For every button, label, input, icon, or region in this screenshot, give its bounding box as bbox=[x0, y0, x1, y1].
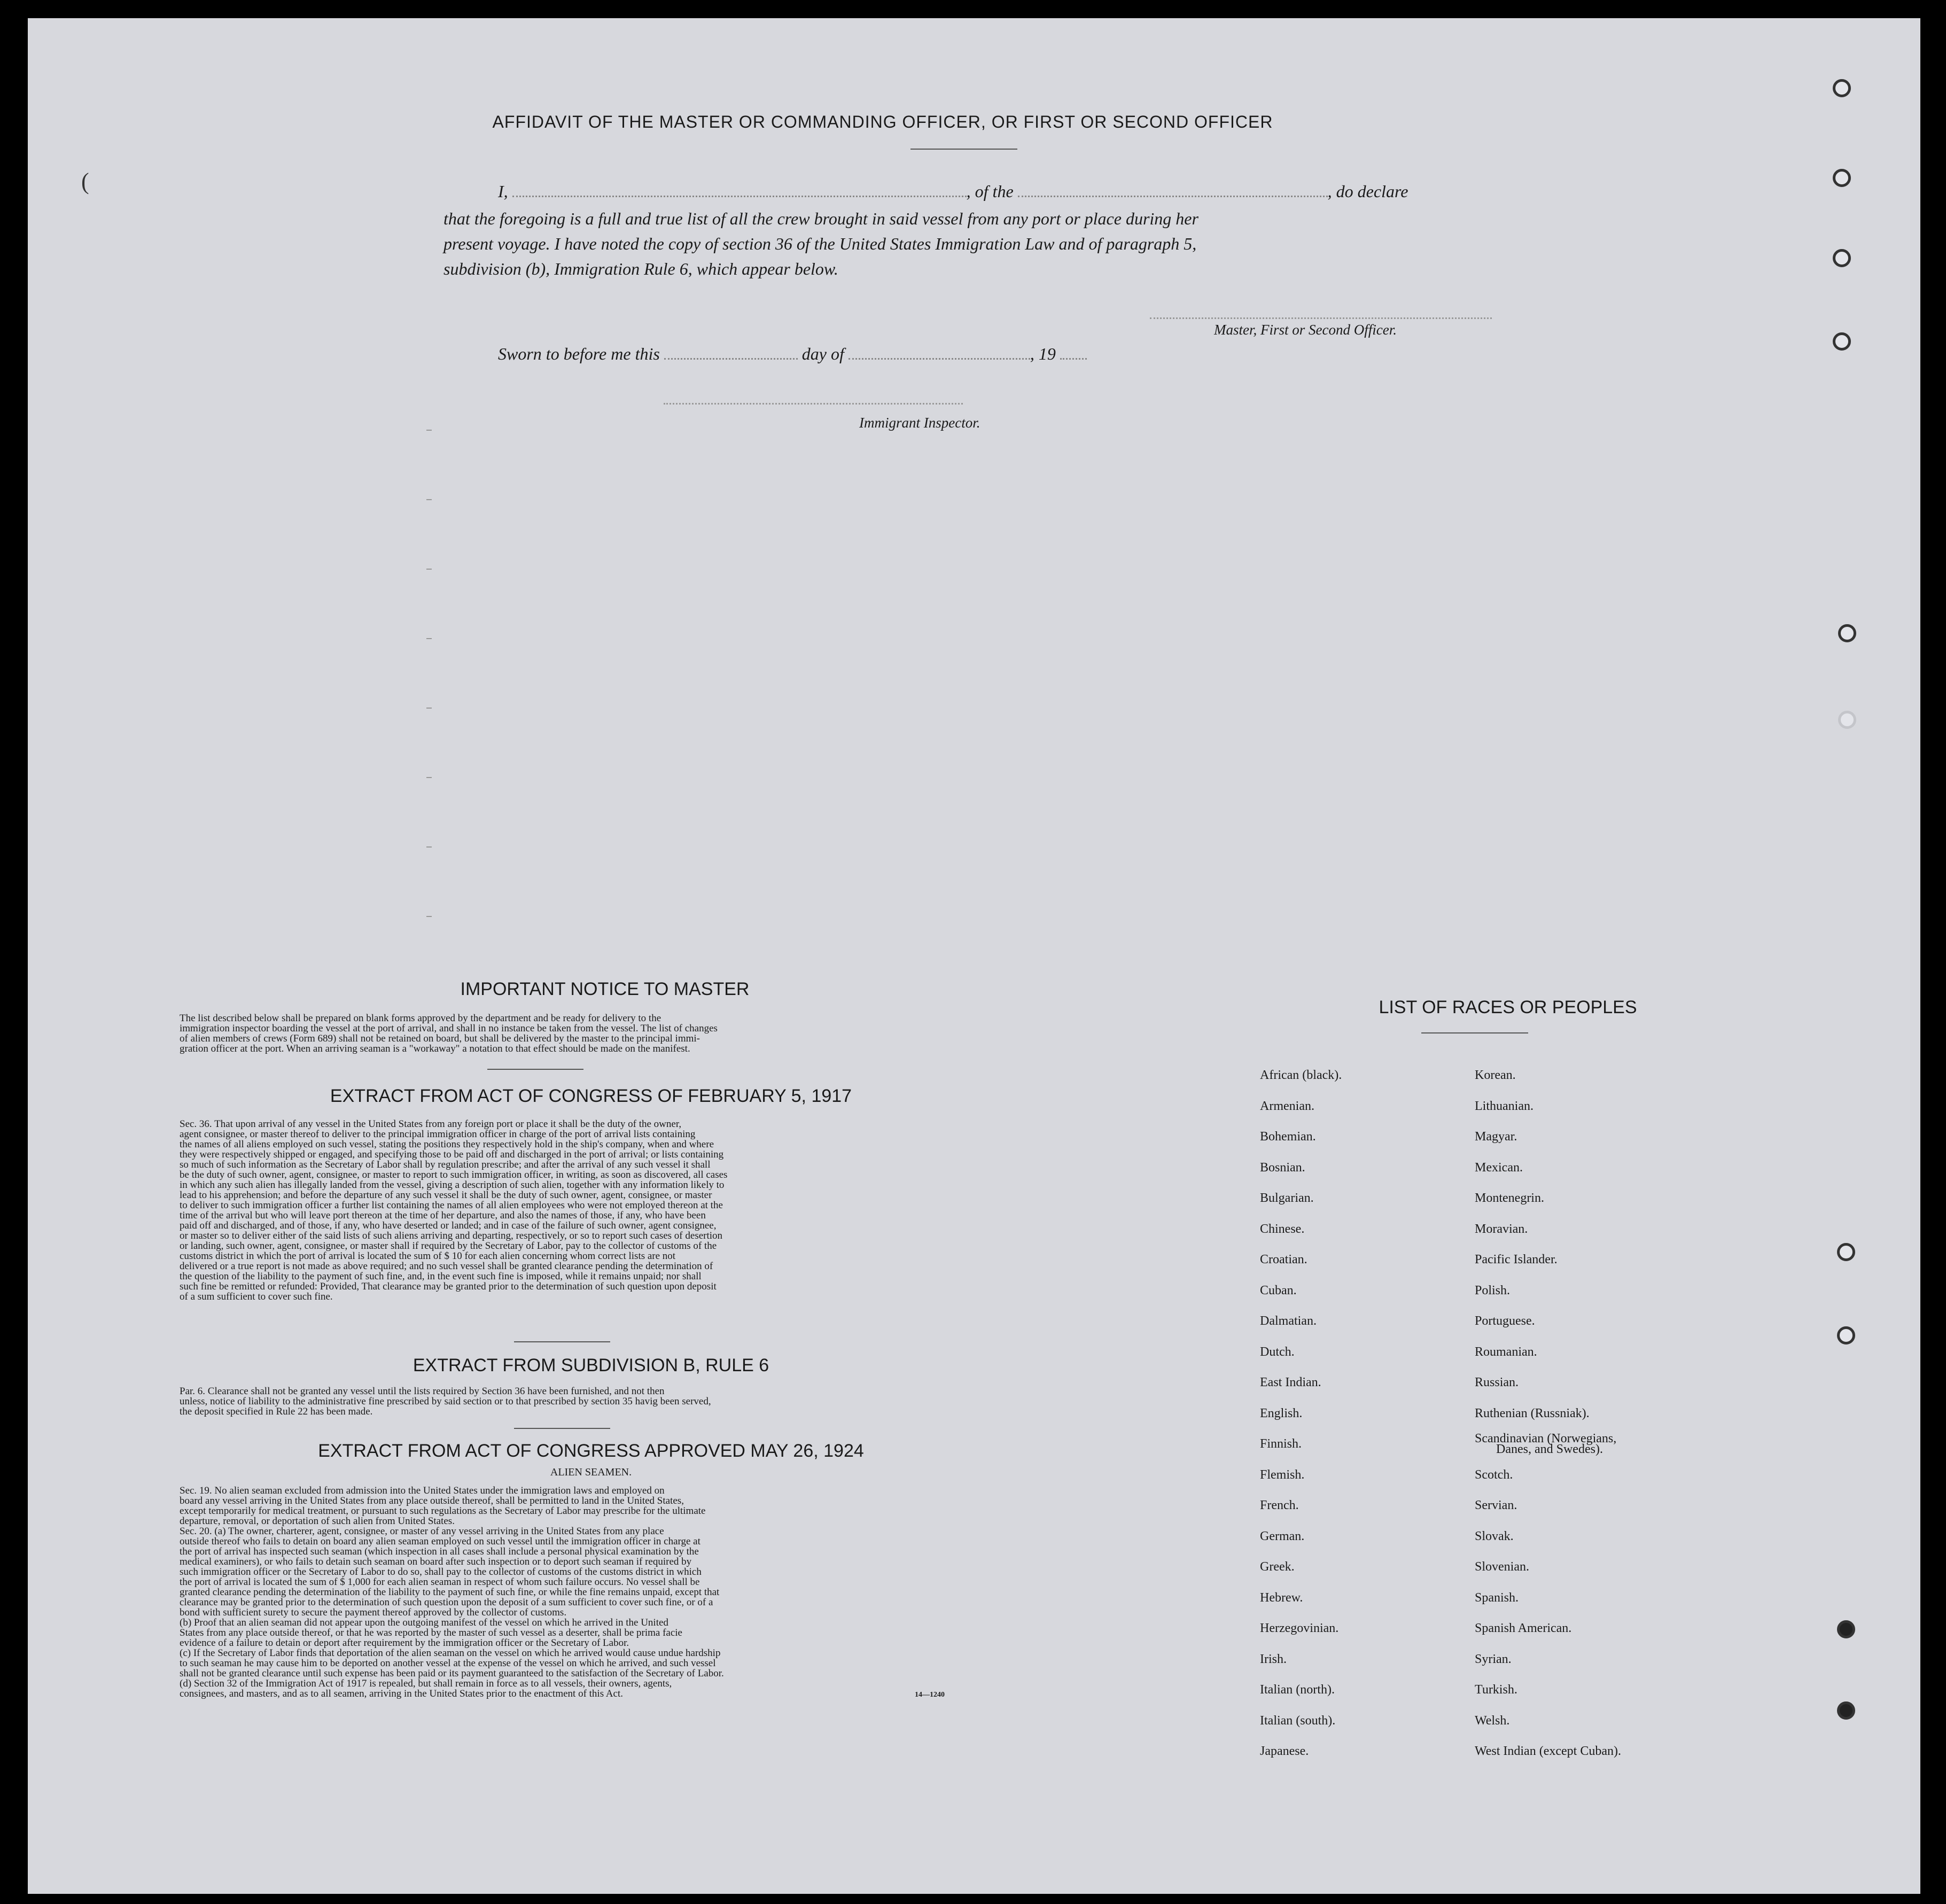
extract-line: to such seaman he may cause him to be deported on another vessel at the expense of the vessel on which he arrived, and such vessel bbox=[180, 1658, 716, 1669]
extract-line: granted clearance pending the determination of the liability to the payment of such fine, or while the fine remains unpaid, except that bbox=[180, 1587, 720, 1598]
affidavit-title: AFFIDAVIT OF THE MASTER OR COMMANDING OFFICER, OR FIRST OR SECOND OFFICER bbox=[492, 112, 1273, 131]
extract-line: consignees, and masters, and as to all seamen, arriving in the United States prior to the enactment of this Act. bbox=[180, 1688, 623, 1699]
extract-line: they were respectively shipped or engaged, and specifying those to be paid off and discharged in the port of arrival; or lists containing bbox=[180, 1149, 724, 1160]
extract-line: except temporarily for medical treatment, or pursuant to such regulations as the Secretary of Labor may prescribe for the ultimate bbox=[180, 1505, 706, 1517]
extract-line: clearance may be granted prior to the determination of such question upon the deposit of a sum sufficient to cover such fine, or of a bbox=[180, 1597, 713, 1608]
race-item: Herzegovinian. bbox=[1260, 1621, 1339, 1635]
race-item: Pacific Islander. bbox=[1475, 1253, 1558, 1266]
affidavit-name-line bbox=[498, 182, 1508, 201]
inspector-signature-line[interactable] bbox=[664, 403, 963, 405]
extract-line: medical examiners), or who fails to detain such seaman on board after such inspection or to deport such seaman if required by bbox=[180, 1556, 692, 1567]
title-divider bbox=[910, 149, 1017, 150]
binder-hole bbox=[1837, 1326, 1855, 1345]
extract-line: Sec. 36. That upon arrival of any vessel in the United States from any foreign port or place it shall be the duty of the owner, bbox=[180, 1118, 682, 1130]
race-item: Polish. bbox=[1475, 1283, 1511, 1297]
extract-line: Sec. 19. No alien seaman excluded from admission into the United States under the immigration laws and employed on bbox=[180, 1485, 665, 1496]
extract-line: paid off and discharged, and of those, if any, who have deserted or landed; and in case of the failure of such owner, agent consignee, bbox=[180, 1220, 717, 1231]
extract-line: so much of such information as the Secretary of Labor shall by regulation prescribe; and after the arrival of any such vessel it shall bbox=[180, 1159, 711, 1170]
extract-line: or master so to deliver either of the said lists of such aliens arriving and departing, respectively, or so to report such cases of desertion bbox=[180, 1230, 723, 1241]
extract-line: the port of arrival has inspected such seaman (which inspection in all cases shall include a personal physical examination by the bbox=[180, 1546, 699, 1557]
page-mark: ( bbox=[81, 168, 89, 195]
year-label: , 19 bbox=[1030, 344, 1056, 363]
day-of-label: day of bbox=[801, 344, 844, 363]
binder-hole bbox=[1838, 624, 1856, 642]
race-item: Roumanian. bbox=[1475, 1345, 1537, 1359]
extract-line: delivered or a true report is not made as above required; and no such vessel shall be granted clearance pending the determination of bbox=[180, 1261, 713, 1272]
race-item: French. bbox=[1260, 1498, 1299, 1512]
race-item: Welsh. bbox=[1475, 1713, 1510, 1728]
races-column-1 bbox=[1260, 1070, 1342, 1777]
extract-line: shall not be granted clearance until such expense has been paid or its payment guaranteed to the satisfaction of the Secretary of Labor. bbox=[180, 1668, 724, 1679]
races-title: LIST OF RACES OR PEOPLES bbox=[1379, 997, 1637, 1017]
of-the-label: , of the bbox=[966, 182, 1014, 201]
month-blank[interactable] bbox=[849, 358, 1030, 360]
i-label: I, bbox=[498, 182, 508, 201]
race-item-line: Scandinavian (Norwegians, bbox=[1475, 1432, 1617, 1446]
race-item: African (black). bbox=[1260, 1068, 1342, 1082]
notice-line: The list described below shall be prepared on blank forms approved by the department and be ready for delivery to the bbox=[180, 1013, 661, 1024]
extract-line: (d) Section 32 of the Immigration Act of 1917 is repealed, but shall remain in force as to all vessels, their owners, agents, bbox=[180, 1678, 672, 1689]
binder-hole bbox=[1838, 711, 1856, 729]
race-item-split bbox=[1475, 1433, 1621, 1470]
race-item: German. bbox=[1260, 1529, 1305, 1543]
sworn-label: Sworn to before me this bbox=[498, 344, 660, 363]
race-item: Korean. bbox=[1475, 1068, 1516, 1082]
extract-line: the port of arrival is located the sum of $ 1,000 for each alien seaman in respect of whom such failure occurs. No vessel shall be bbox=[180, 1576, 700, 1588]
section-divider bbox=[514, 1341, 610, 1342]
binder-hole bbox=[1837, 1243, 1855, 1261]
extract-line: (b) Proof that an alien seaman did not appear upon the outgoing manifest of the vessel on which he arrived in the United bbox=[180, 1617, 668, 1628]
extract-line: such immigration officer or the Secretary of Labor to do so, shall pay to the collector of customs of the customs district in which bbox=[180, 1566, 702, 1577]
extract-line: customs district in which the port of arrival is located the sum of $ 10 for each alien concerning whom correct lists are not bbox=[180, 1250, 676, 1262]
extract-line: Sec. 20. (a) The owner, charterer, agent, consignee, or master of any vessel arriving in the United States from any place bbox=[180, 1526, 664, 1537]
extract-line: departure, removal, or deportation of such alien from United States. bbox=[180, 1516, 455, 1527]
extract-1917-title: EXTRACT FROM ACT OF CONGRESS OF FEBRUARY 5, 1917 bbox=[330, 1086, 852, 1106]
binder-hole bbox=[1837, 1701, 1855, 1720]
extract-line: the names of all aliens employed on such vessel, stating the positions they respectively hold in the ship's company, when and where bbox=[180, 1139, 714, 1150]
race-item: Slovak. bbox=[1475, 1529, 1514, 1543]
extract-line: the question of the liability to the payment of such fine, and, in the event such fine is imposed, while it remains unpaid; nor shall bbox=[180, 1271, 702, 1282]
affidavit-statement bbox=[443, 206, 1508, 282]
margin-tick bbox=[426, 569, 432, 570]
master-signature-label: Master, First or Second Officer. bbox=[1214, 322, 1397, 338]
do-declare-label: , do declare bbox=[1327, 182, 1408, 201]
extract-line: board any vessel arriving in the United States from any place outside thereof, shall be permitted to land in the United States, bbox=[180, 1495, 684, 1506]
extract-1924-text bbox=[180, 1486, 1002, 1699]
binder-hole bbox=[1833, 79, 1851, 97]
race-item: Bosnian. bbox=[1260, 1160, 1305, 1175]
binder-hole bbox=[1833, 249, 1851, 267]
race-item: Moravian. bbox=[1475, 1222, 1528, 1236]
races-column-2 bbox=[1475, 1070, 1621, 1777]
extract-line: States from any place outside thereof, or that he was reported by the master of such vessel as a deserter, shall be prima facie bbox=[180, 1627, 682, 1638]
name-blank[interactable] bbox=[512, 196, 967, 197]
extract-line: outside thereof who fails to detain on board any alien seaman employed on such vessel until the immigration officer in charge at bbox=[180, 1536, 700, 1547]
race-item: Spanish American. bbox=[1475, 1621, 1572, 1635]
extract-line: the deposit specified in Rule 22 has been made. bbox=[180, 1406, 373, 1417]
year-blank[interactable] bbox=[1060, 358, 1087, 360]
race-item: West Indian (except Cuban). bbox=[1475, 1744, 1621, 1758]
vessel-blank[interactable] bbox=[1018, 196, 1328, 197]
races-title-divider bbox=[1421, 1032, 1528, 1033]
extract-1924-title: EXTRACT FROM ACT OF CONGRESS APPROVED MAY 26, 1924 bbox=[318, 1441, 864, 1461]
race-item: Slovenian. bbox=[1475, 1560, 1529, 1574]
extract-line: Par. 6. Clearance shall not be granted any vessel until the lists required by Section 36 have been furnished, and not then bbox=[180, 1386, 665, 1397]
master-signature-line[interactable] bbox=[1150, 317, 1492, 319]
race-item: Magyar. bbox=[1475, 1130, 1517, 1144]
extract-rule6-title: EXTRACT FROM SUBDIVISION B, RULE 6 bbox=[412, 1355, 769, 1375]
notice-line: immigration inspector boarding the vessel at the port of arrival, and shall in no instance be taken from the vessel. The list of changes bbox=[180, 1023, 718, 1034]
race-item: Syrian. bbox=[1475, 1652, 1512, 1666]
race-item: Lithuanian. bbox=[1475, 1099, 1534, 1113]
section-divider bbox=[514, 1428, 610, 1429]
race-item: Cuban. bbox=[1260, 1283, 1297, 1297]
race-item: Italian (south). bbox=[1260, 1713, 1336, 1728]
race-item: Finnish. bbox=[1260, 1437, 1302, 1451]
race-item: Armenian. bbox=[1260, 1099, 1314, 1113]
day-blank[interactable] bbox=[664, 358, 798, 360]
statement-line: subdivision (b), Immigration Rule 6, which appear below. bbox=[443, 259, 838, 278]
binder-hole bbox=[1833, 169, 1851, 187]
extract-line: bond with sufficient surety to secure the payment thereof approved by the collector of customs. bbox=[180, 1607, 567, 1618]
race-item: Bohemian. bbox=[1260, 1130, 1316, 1144]
form-number: 14—1240 bbox=[915, 1691, 945, 1699]
extract-line: in which any such alien has illegally landed from the vessel, giving a description of such alien, together with any information likely to bbox=[180, 1179, 725, 1191]
notice-title: IMPORTANT NOTICE TO MASTER bbox=[460, 979, 750, 999]
statement-line: that the foregoing is a full and true list of all the crew brought in said vessel from any port or place during her bbox=[443, 209, 1198, 228]
race-item: Hebrew. bbox=[1260, 1590, 1303, 1605]
race-item: Scotch. bbox=[1475, 1467, 1513, 1482]
race-item-line: Danes, and Swedes). bbox=[1496, 1442, 1603, 1456]
extract-line: or landing, such owner, agent, consignee, or master shall if required by the Secretary of Labor, pay to the collector of customs of the bbox=[180, 1240, 717, 1252]
race-item: Dalmatian. bbox=[1260, 1314, 1317, 1328]
extract-1917-text bbox=[180, 1119, 1002, 1302]
inspector-label: Immigrant Inspector. bbox=[859, 415, 980, 431]
margin-tick bbox=[426, 430, 432, 431]
extract-line: lead to his apprehension; and before the departure of any such vessel it shall be the duty of such owner, agent, consignee, or master bbox=[180, 1190, 712, 1201]
race-item: Servian. bbox=[1475, 1498, 1517, 1512]
margin-tick bbox=[426, 708, 432, 709]
binder-hole bbox=[1837, 1620, 1855, 1638]
extract-line: time of the arrival but who will leave port thereon at the time of her departure, and also the names of those, if any, who have been bbox=[180, 1210, 706, 1221]
race-item: Chinese. bbox=[1260, 1222, 1305, 1236]
margin-tick bbox=[426, 846, 432, 848]
race-item: Mexican. bbox=[1475, 1160, 1523, 1175]
race-item: Portuguese. bbox=[1475, 1314, 1535, 1328]
race-item: Turkish. bbox=[1475, 1683, 1517, 1697]
extract-line: evidence of a failure to detain or deport after requirement by the immigration officer or the Secretary of Labor. bbox=[180, 1637, 629, 1649]
race-item: Croatian. bbox=[1260, 1253, 1307, 1266]
binder-hole bbox=[1833, 332, 1851, 351]
extract-line: agent consignee, or master thereof to deliver to the principal immigration officer in charge of the port of arrival lists containing bbox=[180, 1129, 696, 1140]
race-item: Flemish. bbox=[1260, 1467, 1305, 1482]
race-item: Montenegrin. bbox=[1475, 1191, 1544, 1205]
race-item: Irish. bbox=[1260, 1652, 1287, 1666]
section-divider bbox=[487, 1069, 583, 1070]
margin-tick bbox=[426, 916, 432, 917]
extract-line: be the duty of such owner, agent, consignee, or master to report to such immigration officer, in writing, as soon as discovered, all cases bbox=[180, 1169, 728, 1180]
margin-tick bbox=[426, 638, 432, 639]
statement-line: present voyage. I have noted the copy of section 36 of the United States Immigration Law and of paragraph 5, bbox=[443, 234, 1197, 253]
notice-text bbox=[180, 1013, 1002, 1054]
form-page bbox=[28, 18, 1920, 1894]
race-item: Dutch. bbox=[1260, 1345, 1295, 1359]
notice-line: of alien members of crews (Form 689) shall not be retained on board, but shall be delivered by the master to the principal immi- bbox=[180, 1033, 700, 1044]
alien-seamen-subtitle: ALIEN SEAMEN. bbox=[550, 1466, 632, 1478]
race-item: Japanese. bbox=[1260, 1744, 1309, 1758]
race-item: Bulgarian. bbox=[1260, 1191, 1314, 1205]
notice-line: gration officer at the port. When an arriving seaman is a "workaway" a notation to that effect should be made on the manifest. bbox=[180, 1043, 690, 1054]
race-item: Russian. bbox=[1475, 1375, 1519, 1389]
race-item: East Indian. bbox=[1260, 1375, 1321, 1389]
extract-line: to deliver to such immigration officer a further list containing the names of all alien employees who were not employed thereon at the bbox=[180, 1200, 723, 1211]
extract-line: such fine be remitted or refunded: Provided, That clearance may be granted prior to the determination of such question upon deposit bbox=[180, 1281, 717, 1292]
extract-line: (c) If the Secretary of Labor finds that deportation of the alien seaman on the vessel on which he arrived would cause undue hardship bbox=[180, 1647, 721, 1659]
extract-line: unless, notice of liability to the administrative fine prescribed by said section or to that prescribed by section 35 havig been served, bbox=[180, 1396, 711, 1407]
margin-tick bbox=[426, 777, 432, 778]
race-item: Greek. bbox=[1260, 1560, 1295, 1574]
extract-rule6-text bbox=[180, 1386, 1002, 1417]
margin-tick bbox=[426, 499, 432, 500]
race-item: Italian (north). bbox=[1260, 1683, 1335, 1697]
race-item: Spanish. bbox=[1475, 1590, 1519, 1605]
extract-line: of a sum sufficient to cover such fine. bbox=[180, 1291, 333, 1302]
sworn-line bbox=[498, 344, 1087, 364]
race-item: Ruthenian (Russniak). bbox=[1475, 1406, 1590, 1420]
race-item: English. bbox=[1260, 1406, 1303, 1420]
